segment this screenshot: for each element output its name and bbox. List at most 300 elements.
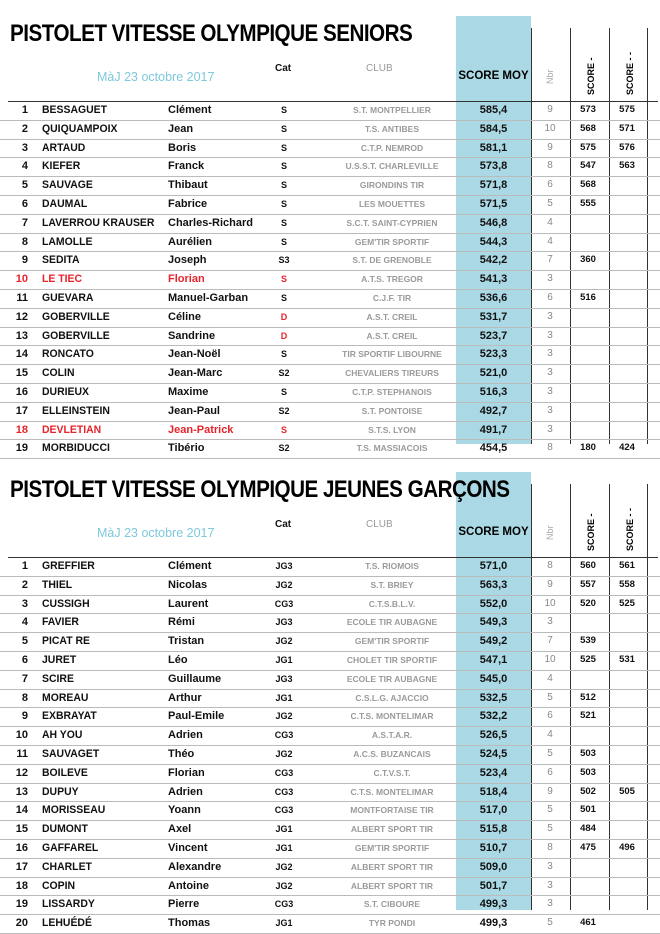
table-row <box>0 558 660 577</box>
table-row <box>0 215 660 234</box>
cell-score-moy: 523,7 <box>479 329 508 342</box>
cell-nbr: 8 <box>547 442 553 454</box>
cell-club: T.S. ANTIBES <box>365 123 419 134</box>
cell-first-name: Tristan <box>168 635 205 648</box>
cell-category: JG3 <box>275 561 293 571</box>
cell-score-moy: 523,3 <box>479 348 508 361</box>
cell-first-name: Adrien <box>168 785 203 798</box>
cell-first-name: Florian <box>168 766 205 779</box>
cell-nbr: 9 <box>547 785 553 797</box>
cell-club: C.T.V.S.T. <box>373 767 411 778</box>
cell-last-name: GREFFIER <box>42 560 95 572</box>
table-row <box>0 784 660 803</box>
cell-nbr: 3 <box>547 329 553 341</box>
cell-score-moy: 545,0 <box>479 672 508 685</box>
table-row <box>0 577 660 596</box>
table-row <box>0 290 660 309</box>
cell-club: S.T. DE GRENOBLE <box>352 255 432 266</box>
cell-category: S <box>280 161 287 172</box>
cell-club: TYR PONDI <box>368 918 416 929</box>
cell-category: JG2 <box>275 748 293 759</box>
cell-first-name: Pierre <box>168 898 200 911</box>
cell-nbr: 3 <box>547 385 553 397</box>
cell-club: C.J.F. TIR <box>372 292 412 303</box>
table-row <box>0 102 660 121</box>
cell-nbr: 9 <box>547 141 553 153</box>
cell-category: D <box>280 330 288 341</box>
cell-first-name: Thibaut <box>168 179 208 192</box>
cell-club: GEM'TIR SPORTIF <box>354 636 430 647</box>
cell-last-name: GUEVARA <box>42 291 94 304</box>
cell-score-moy: 491,7 <box>479 423 508 436</box>
cell-rank: 3 <box>21 141 28 154</box>
table-row <box>0 309 660 328</box>
cell-score-1: 573 <box>580 104 596 115</box>
cell-first-name: Tibério <box>168 442 205 455</box>
table-row <box>0 859 660 878</box>
cell-club: C.S.L.G. AJACCIO <box>355 692 429 703</box>
cell-score-moy: 515,8 <box>479 823 508 836</box>
header-club: CLUB <box>366 519 393 530</box>
cell-first-name: Paul-Emile <box>168 710 225 723</box>
cell-last-name: MORBIDUCCI <box>42 442 110 455</box>
cell-first-name: Clément <box>168 104 212 116</box>
cell-score-1: 555 <box>580 197 596 209</box>
cell-category: JG1 <box>275 654 293 665</box>
cell-score-moy: 499,3 <box>479 898 508 911</box>
cell-rank: 3 <box>21 597 28 610</box>
header-club: CLUB <box>366 63 393 74</box>
cell-first-name: Clément <box>168 560 212 572</box>
cell-club: C.T.S.B.L.V. <box>368 598 416 609</box>
cell-last-name: SEDITA <box>42 254 80 267</box>
cell-score-2: 531 <box>619 653 635 665</box>
cell-club: GEM'TIR SPORTIF <box>354 842 430 853</box>
cell-club: GIRONDINS TIR <box>359 180 425 191</box>
cell-score-1: 568 <box>580 179 596 191</box>
table-row <box>0 422 660 441</box>
table-row <box>0 403 660 422</box>
cell-score-moy: 501,7 <box>479 879 508 892</box>
cell-club: S.T. PONTOISE <box>361 405 423 416</box>
cell-category: JG2 <box>275 880 293 891</box>
cell-score-1: 520 <box>580 597 596 609</box>
cell-score-moy: 532,5 <box>479 691 508 704</box>
cell-nbr: 10 <box>544 122 556 134</box>
cell-score-1: 516 <box>580 291 596 303</box>
cell-nbr: 6 <box>547 179 553 191</box>
cell-category: JG1 <box>275 824 293 835</box>
cell-category: S <box>280 105 287 115</box>
cell-last-name: DEVLETIAN <box>42 423 102 436</box>
cell-nbr: 3 <box>547 310 553 322</box>
table-row <box>0 158 660 177</box>
cell-rank: 20 <box>15 917 28 930</box>
cell-first-name: Jean-Paul <box>168 404 220 417</box>
cell-club: C.T.P. STEPHANOIS <box>352 386 432 397</box>
cell-club: ALBERT SPORT TIR <box>350 861 434 872</box>
cell-rank: 6 <box>21 197 28 210</box>
cell-nbr: 6 <box>547 291 553 303</box>
cell-rank: 19 <box>15 442 28 455</box>
cell-last-name: FAVIER <box>42 616 79 629</box>
cell-first-name: Théo <box>168 747 195 760</box>
section-title: PISTOLET VITESSE OLYMPIQUE SENIORS <box>10 20 413 47</box>
cell-score-moy: 542,2 <box>479 254 508 267</box>
cell-rank: 6 <box>21 653 28 666</box>
cell-score-1: 180 <box>580 442 596 454</box>
cell-nbr: 3 <box>547 898 553 910</box>
cell-nbr: 3 <box>547 348 553 360</box>
cell-rank: 2 <box>21 122 28 135</box>
cell-rank: 11 <box>16 747 28 760</box>
cell-rank: 15 <box>15 823 28 836</box>
cell-nbr: 10 <box>544 653 556 665</box>
cell-club: ECOLE TIR AUBAGNE <box>346 673 438 684</box>
header-nbr: Nbr <box>545 69 555 84</box>
cell-rank: 13 <box>15 785 28 798</box>
cell-nbr: 5 <box>547 747 553 759</box>
seniors-section <box>0 0 660 455</box>
results-table <box>0 102 660 459</box>
cell-first-name: Fabrice <box>168 197 208 210</box>
cell-rank: 12 <box>15 310 28 323</box>
cell-club: S.T. MONTPELLIER <box>353 105 431 115</box>
header-score-1: SCORE - <box>586 57 596 95</box>
cell-club: C.T.S. MONTELIMAR <box>350 711 434 722</box>
cell-category: S <box>280 386 287 397</box>
table-row <box>0 140 660 159</box>
cell-category: JG2 <box>275 636 293 647</box>
cell-category: S <box>280 424 287 435</box>
cell-last-name: SCIRE <box>42 672 74 685</box>
cell-rank: 10 <box>15 729 28 742</box>
cell-last-name: CUSSIGH <box>42 597 90 610</box>
cell-category: JG2 <box>275 861 293 872</box>
cell-category: S <box>280 142 287 153</box>
cell-rank: 16 <box>15 841 28 854</box>
cell-category: S <box>280 198 287 209</box>
cell-club: A.S.T.A.R. <box>371 730 413 741</box>
cell-club: T.S. RIOMOIS <box>365 561 419 571</box>
cell-score-2: 575 <box>619 104 635 115</box>
cell-last-name: MORISSEAU <box>42 804 106 817</box>
cell-score-moy: 499,3 <box>479 917 508 930</box>
cell-rank: 8 <box>21 691 28 704</box>
cell-nbr: 3 <box>547 273 553 285</box>
cell-rank: 19 <box>15 898 28 911</box>
cell-last-name: DUPUY <box>42 785 79 798</box>
cell-last-name: LAVERROU KRAUSER <box>42 216 155 229</box>
cell-club: A.C.S. BUZANCAIS <box>353 748 431 759</box>
cell-club: LES MOUETTES <box>358 198 426 209</box>
cell-club: S.C.T. SAINT-CYPRIEN <box>346 217 438 228</box>
cell-nbr: 8 <box>547 560 553 571</box>
cell-score-moy: 544,3 <box>479 235 508 248</box>
cell-score-1: 547 <box>580 160 596 172</box>
header-score-moy: SCORE MOY <box>458 526 529 538</box>
cell-first-name: Franck <box>168 160 205 173</box>
cell-nbr: 9 <box>547 578 553 590</box>
cell-rank: 10 <box>15 273 28 286</box>
cell-first-name: Antoine <box>168 879 209 892</box>
cell-nbr: 10 <box>544 597 556 609</box>
cell-first-name: Maxime <box>168 385 209 398</box>
cell-first-name: Guillaume <box>168 672 222 685</box>
jeunes-section <box>0 456 660 930</box>
cell-last-name: BESSAGUET <box>42 104 108 116</box>
cell-category: JG3 <box>275 673 293 684</box>
cell-rank: 11 <box>16 291 28 304</box>
cell-nbr: 9 <box>547 104 553 115</box>
header-nbr: Nbr <box>545 525 555 540</box>
cell-score-1: 360 <box>580 254 596 266</box>
table-row <box>0 346 660 365</box>
cell-first-name: Laurent <box>168 597 209 610</box>
cell-score-moy: 454,5 <box>479 442 508 455</box>
cell-category: S <box>280 180 287 191</box>
cell-first-name: Arthur <box>168 691 202 704</box>
cell-nbr: 7 <box>547 254 553 266</box>
table-row <box>0 365 660 384</box>
cell-score-moy: 571,8 <box>479 179 508 192</box>
cell-score-moy: 509,0 <box>479 860 508 873</box>
cell-last-name: LAMOLLE <box>42 235 93 248</box>
cell-category: JG2 <box>275 579 293 590</box>
cell-last-name: RONCATO <box>42 348 94 361</box>
cell-rank: 15 <box>15 367 28 380</box>
cell-score-moy: 571,0 <box>479 560 508 572</box>
cell-first-name: Rémi <box>168 616 195 629</box>
cell-score-1: 568 <box>580 122 596 134</box>
cell-rank: 13 <box>15 329 28 342</box>
cell-category: S <box>280 292 287 303</box>
cell-score-moy: 552,0 <box>479 597 508 610</box>
cell-rank: 5 <box>21 179 28 192</box>
cell-rank: 7 <box>21 672 28 685</box>
cell-category: CG3 <box>274 730 294 741</box>
cell-rank: 12 <box>15 766 28 779</box>
cell-club: CHOLET TIR SPORTIF <box>346 654 438 665</box>
cell-score-moy: 521,0 <box>479 367 508 380</box>
table-row <box>0 708 660 727</box>
cell-last-name: ARTAUD <box>42 141 86 154</box>
update-date: MàJ 23 octobre 2017 <box>97 70 215 84</box>
cell-category: S <box>280 236 287 247</box>
cell-category: JG2 <box>275 711 293 722</box>
cell-club: T.S. MASSIACOIS <box>356 443 428 454</box>
cell-category: S2 <box>278 443 290 454</box>
cell-nbr: 5 <box>547 917 553 929</box>
table-row <box>0 878 660 897</box>
cell-score-moy: 541,3 <box>479 273 508 286</box>
cell-score-2: 496 <box>619 841 635 853</box>
cell-nbr: 8 <box>547 841 553 853</box>
header-cat: Cat <box>275 63 292 74</box>
cell-score-2: 563 <box>619 160 635 172</box>
cell-score-moy: 549,3 <box>479 616 508 629</box>
cell-rank: 14 <box>15 804 28 817</box>
table-row <box>0 177 660 196</box>
cell-last-name: DURIEUX <box>42 385 90 398</box>
cell-nbr: 4 <box>547 235 553 247</box>
cell-score-moy: 546,8 <box>479 216 508 229</box>
cell-rank: 17 <box>15 404 28 417</box>
cell-category: S <box>280 349 287 360</box>
cell-club: C.T.S. MONTELIMAR <box>350 786 434 797</box>
cell-score-moy: 526,5 <box>479 729 508 742</box>
cell-rank: 1 <box>21 104 28 116</box>
table-row <box>0 271 660 290</box>
table-row <box>0 821 660 840</box>
cell-first-name: Boris <box>168 141 197 154</box>
cell-rank: 14 <box>15 348 28 361</box>
cell-first-name: Nicolas <box>168 578 208 591</box>
cell-last-name: THIEL <box>42 578 73 591</box>
cell-nbr: 4 <box>547 672 553 684</box>
cell-category: D <box>280 311 288 322</box>
cell-score-1: 503 <box>580 766 596 778</box>
cell-score-1: 560 <box>580 560 596 571</box>
cell-score-1: 475 <box>580 841 596 853</box>
cell-last-name: ELLEINSTEIN <box>42 404 110 417</box>
cell-score-moy: 536,6 <box>479 291 508 304</box>
cell-rank: 4 <box>21 160 28 173</box>
cell-first-name: Vincent <box>168 841 208 854</box>
cell-score-1: 575 <box>580 141 596 153</box>
cell-rank: 9 <box>21 710 28 723</box>
cell-score-moy: 517,0 <box>479 804 508 817</box>
section-title: PISTOLET VITESSE OLYMPIQUE JEUNES GARÇONS <box>10 476 510 503</box>
cell-score-moy: 492,7 <box>479 404 508 417</box>
cell-nbr: 5 <box>547 197 553 209</box>
cell-nbr: 8 <box>547 160 553 172</box>
cell-first-name: Joseph <box>168 254 207 267</box>
cell-category: JG1 <box>275 842 293 853</box>
cell-rank: 4 <box>21 616 28 629</box>
cell-score-2: 561 <box>619 560 635 571</box>
cell-club: ALBERT SPORT TIR <box>350 880 434 891</box>
table-row <box>0 234 660 253</box>
cell-rank: 5 <box>21 635 28 648</box>
cell-first-name: Jean <box>168 122 194 135</box>
table-row <box>0 746 660 765</box>
cell-first-name: Adrien <box>168 729 203 742</box>
table-row <box>0 765 660 784</box>
cell-rank: 7 <box>21 216 28 229</box>
cell-last-name: AH YOU <box>42 729 83 742</box>
cell-club: C.T.P. NEMROD <box>360 142 424 153</box>
table-row <box>0 915 660 934</box>
cell-category: CG3 <box>274 786 294 797</box>
cell-club: GEM'TIR SPORTIF <box>354 236 430 247</box>
cell-score-moy: 516,3 <box>479 385 508 398</box>
cell-nbr: 4 <box>547 729 553 741</box>
cell-score-moy: 571,5 <box>479 197 508 210</box>
table-row <box>0 633 660 652</box>
table-row <box>0 252 660 271</box>
cell-score-1: 502 <box>580 785 596 797</box>
cell-score-moy: 532,2 <box>479 710 508 723</box>
cell-category: CG3 <box>274 805 294 816</box>
cell-last-name: LE TIEC <box>42 273 83 286</box>
table-row <box>0 614 660 633</box>
cell-last-name: GOBERVILLE <box>42 310 110 323</box>
cell-last-name: KIEFER <box>42 160 81 173</box>
cell-last-name: SAUVAGE <box>42 179 93 192</box>
cell-first-name: Axel <box>168 823 192 836</box>
cell-category: JG3 <box>275 617 293 628</box>
cell-rank: 2 <box>21 578 28 591</box>
cell-score-moy: 585,4 <box>479 104 508 116</box>
table-row <box>0 196 660 215</box>
cell-score-2: 525 <box>619 597 635 609</box>
cell-category: S2 <box>278 405 290 416</box>
table-row <box>0 896 660 915</box>
cell-category: S <box>280 274 287 285</box>
cell-rank: 18 <box>15 423 28 436</box>
cell-nbr: 5 <box>547 823 553 835</box>
cell-nbr: 3 <box>547 404 553 416</box>
header-score-2: SCORE - - <box>625 51 635 95</box>
cell-last-name: GAFFAREL <box>42 841 99 854</box>
cell-last-name: EXBRAYAT <box>42 710 97 723</box>
table-row <box>0 802 660 821</box>
cell-category: CG3 <box>274 899 294 910</box>
header-score-moy: SCORE MOY <box>458 70 529 82</box>
table-row <box>0 596 660 615</box>
cell-score-moy: 531,7 <box>479 310 508 323</box>
cell-score-1: 525 <box>580 653 596 665</box>
table-row <box>0 727 660 746</box>
header-cat: Cat <box>275 519 292 530</box>
cell-rank: 9 <box>21 254 28 267</box>
cell-score-1: 512 <box>580 691 596 703</box>
cell-category: S2 <box>278 368 290 379</box>
cell-nbr: 4 <box>547 216 553 228</box>
cell-last-name: JURET <box>42 653 77 666</box>
cell-rank: 18 <box>15 879 28 892</box>
cell-nbr: 7 <box>547 635 553 647</box>
cell-score-moy: 510,7 <box>479 841 508 854</box>
cell-club: S.T. CIBOURE <box>363 899 421 910</box>
cell-last-name: CHARLET <box>42 860 92 873</box>
cell-club: S.T. BRIEY <box>370 579 414 590</box>
cell-score-moy: 581,1 <box>479 141 508 154</box>
cell-score-2: 424 <box>619 442 635 454</box>
table-row <box>0 840 660 859</box>
cell-score-moy: 547,1 <box>479 653 508 666</box>
cell-last-name: GOBERVILLE <box>42 329 110 342</box>
cell-nbr: 3 <box>547 367 553 379</box>
update-date: MàJ 23 octobre 2017 <box>97 526 215 540</box>
table-row <box>0 328 660 347</box>
cell-score-moy: 549,2 <box>479 635 508 648</box>
cell-first-name: Jean-Marc <box>168 367 223 380</box>
table-row <box>0 652 660 671</box>
cell-score-moy: 524,5 <box>479 747 508 760</box>
cell-club: MONTFORTAISE TIR <box>350 805 434 816</box>
cell-club: A.T.S. TREGOR <box>361 274 423 285</box>
table-row <box>0 690 660 709</box>
cell-rank: 17 <box>15 860 28 873</box>
cell-score-1: 503 <box>580 747 596 759</box>
cell-score-moy: 518,4 <box>479 785 508 798</box>
cell-last-name: LEHUÉDÉ <box>42 917 92 930</box>
cell-club: ALBERT SPORT TIR <box>350 824 434 835</box>
cell-nbr: 6 <box>547 766 553 778</box>
cell-last-name: MOREAU <box>42 691 89 704</box>
